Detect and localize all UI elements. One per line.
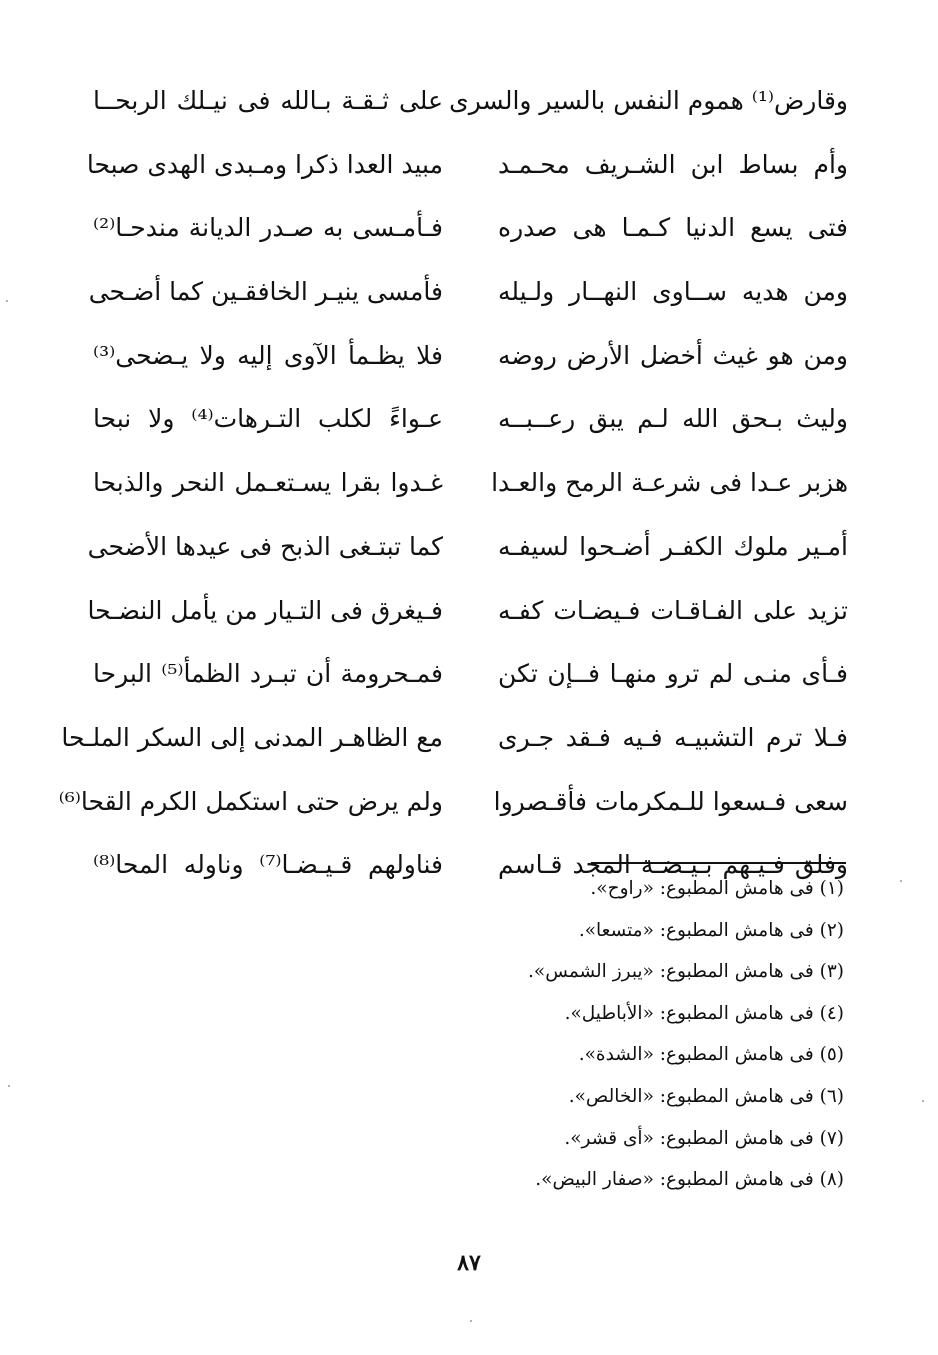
verse-second-half: فلا يظـمأ الآوى إليه ولا يـضحى⁽³⁾: [93, 340, 443, 370]
verse-first-half: وفلق فـيـهم بـيـضـة المجد قـاسم: [498, 850, 848, 880]
verse-second-half: ولم يرض حتى استكمل الكرم القحا⁽⁶⁾: [58, 786, 443, 816]
verse-second-half: فـأمـسى به صـدر الديانة مندحـا⁽²⁾: [93, 213, 443, 243]
footnote: (٧) فى هامش المطبوع: «أى قشر».: [564, 1127, 844, 1149]
verse-first-half: سعى فـسعوا للـمكرمات فأقـصروا: [493, 786, 848, 816]
verse-first-half: وأم بساط ابن الشـريف محـمـد: [498, 149, 848, 179]
verse-first-half: تزيد على الفـاقـات فـيضـات كفـه: [498, 595, 848, 625]
scan-speck: [470, 1320, 472, 1322]
verse-second-half: فأمسى ينيـر الخافقـين كما أضـحى: [88, 277, 443, 307]
scan-speck: [8, 1085, 10, 1087]
verse-second-half: مبيد العدا ذكرا ومـبدى الهدى صبحا: [86, 149, 443, 179]
scan-speck: [6, 300, 8, 302]
verse-first-half: وقارض⁽¹⁾ هموم النفس بالسير والسرى: [449, 86, 848, 115]
verse-second-half: فمـحرومة أن تبـرد الظمأ⁽⁵⁾ البرحا: [93, 659, 443, 689]
footnote: (٨) فى هامش المطبوع: «صفار البيض».: [535, 1169, 844, 1191]
footnote: (٦) فى هامش المطبوع: «الخالص».: [568, 1085, 844, 1107]
footnote: (٤) فى هامش المطبوع: «الأباطيل».: [564, 1002, 844, 1024]
footnote: (٢) فى هامش المطبوع: «متسعا».: [578, 919, 844, 941]
verse-first-half: ومن هو غيث أخضل الأرض روضه: [498, 340, 848, 370]
verse-first-half: وليث بـحق الله لـم يبق رعــبــه: [498, 404, 848, 434]
verse-first-half: فتى يسع الدنيا كـمـا هى صدره: [498, 213, 848, 243]
scan-speck: [900, 880, 902, 882]
verse-second-half: مع الظاهـر المدنى إلى السكر الملـحا: [61, 722, 443, 752]
verse-second-half: على ثـقـة بـالله فى نيـلك الربحــا: [93, 86, 443, 115]
verse-first-half: ومن هديه ســاوى النهــار ولـيله: [498, 277, 848, 307]
verse-second-half: عـواءً لكلب التـرهات⁽⁴⁾ ولا نبحا: [93, 404, 444, 434]
scan-speck: [922, 1100, 924, 1102]
verse-first-half: فـلا ترم التشبيـه فـيه فـقد جـرى: [498, 722, 848, 752]
verse-first-half: فـأى منـى لم ترو منهـا فــإن تكن: [498, 659, 848, 689]
footnote: (١) فى هامش المطبوع: «راوح».: [590, 878, 844, 899]
verse-second-half: كما تبتـغى الذبح فى عيدها الأضحى: [87, 531, 443, 561]
footnote: (٥) فى هامش المطبوع: «الشدة».: [578, 1044, 844, 1066]
poem-second-hemistichs: [58, 78, 444, 906]
verse-second-half: غـدوا بقرا يسـتعـمل النحر والذبحا: [93, 468, 443, 498]
verse-first-half: هزبر عـدا فى شرعـة الرمح والعـدا: [491, 468, 848, 498]
poem-first-hemistichs: [449, 78, 848, 906]
page-number: ٨٧: [457, 1250, 481, 1276]
footnote-separator: [591, 862, 846, 864]
footnote: (٣) فى هامش المطبوع: «يبرز الشمس».: [528, 961, 844, 983]
verse-second-half: فناولهم قـيـضـا⁽⁷⁾ وناوله المحا⁽⁸⁾: [93, 850, 443, 880]
verse-second-half: فـيغرق فى التـيار من يأمل النضـحا: [87, 595, 443, 625]
verse-first-half: أمـير ملوك الكفـر أضـحوا لسيفـه: [498, 531, 848, 561]
footnotes: [424, 872, 844, 1205]
